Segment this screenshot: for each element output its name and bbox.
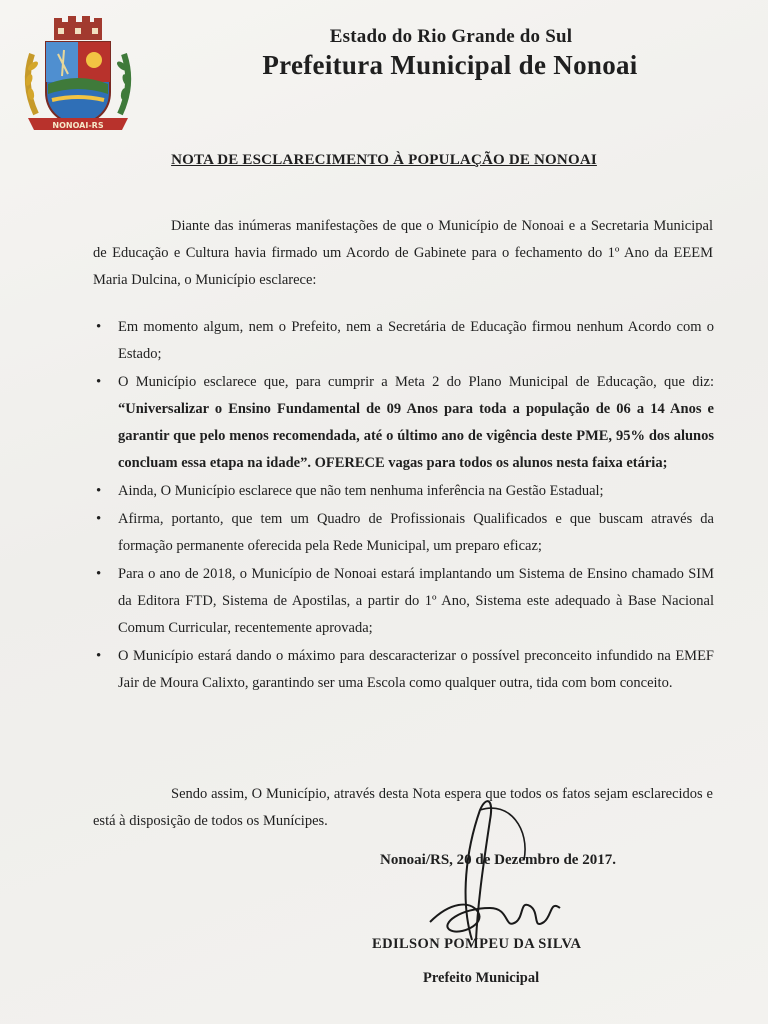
list-item: • Em momento algum, nem o Prefeito, nem a Secretária de Educação firmou nenhum Acordo com o Estado;: [118, 314, 714, 368]
signer-role: Prefeito Municipal: [423, 970, 540, 986]
list-item: • Afirma, portanto, que tem um Quadro de Profissionais Qualificados e que buscam através da formação permanente oferecida pela Rede Municipal, um preparo eficaz;: [118, 506, 714, 560]
signer-name: EDILSON POMPEU DA SILVA: [372, 936, 582, 952]
list-item-quote: “Universalizar o Ensino Fundamental de 09 Anos para toda a população de 06 a 14 Anos e garantir que pelo menos recomendada, até o último ano de vigência deste PME, 95% dos alunos concluam essa etapa na idade”. OFERECE vagas para todos os alunos nesta faixa etária;: [118, 401, 714, 471]
list-item-intro: O Município esclarece que, para cumprir a Meta 2 do Plano Municipal de Educação, que diz:: [118, 374, 714, 390]
list-item: • Ainda, O Município esclarece que não tem nenhuma inferência na Gestão Estadual;: [118, 478, 714, 505]
crest-banner-text: NONOAI-RS: [52, 121, 104, 130]
intro-paragraph: Diante das inúmeras manifestações de que o Município de Nonoai e a Secretaria Municipal de Educação e Cultura havia firmado um Acordo de Gabinete para o fechamento do 1º Ano da EEEM Maria Dulcina, o Município esclarece:: [93, 218, 713, 288]
list-item: • O Município estará dando o máximo para descaracterizar o possível preconceito infundido na EMEF Jair de Moura Calixto, garantindo ser uma Escola como qualquer outra, tida com bom conceito.: [118, 643, 714, 697]
closing-paragraph: Sendo assim, O Município, através desta Nota espera que todos os fatos sejam esclarecidos e está à disposição de todos os Munícipes.: [93, 786, 713, 829]
list-item: [118, 369, 714, 477]
signature-icon: [420, 790, 570, 960]
bullet-list: [118, 314, 714, 698]
document-header: [150, 26, 750, 81]
list-item: • Para o ano de 2018, o Município de Nonoai estará implantando um Sistema de Ensino chamado SIM da Editora FTD, Sistema de Apostilas, a partir do 1º Ano, Sistema este adequado à Base Nacional Comum Curricular, recentemente aprovada;: [118, 561, 714, 642]
document-date: Nonoai/RS, 20 de Dezembro de 2017.: [380, 852, 616, 868]
state-name: Estado do Rio Grande do Sul: [329, 26, 573, 47]
prefeitura-name: Prefeitura Municipal de Nonoai: [262, 50, 638, 80]
document-title: NOTA DE ESCLARECIMENTO À POPULAÇÃO DE NONOAI: [171, 152, 597, 168]
coat-of-arms-icon: [18, 14, 138, 136]
